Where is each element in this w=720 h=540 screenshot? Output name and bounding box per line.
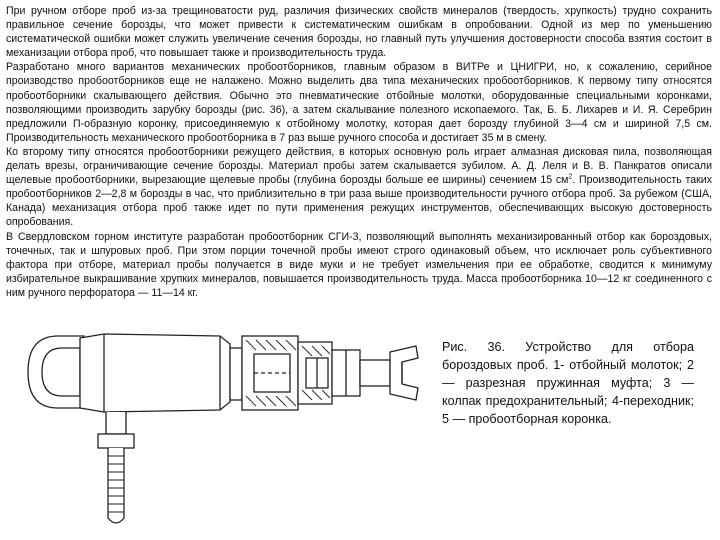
paragraph-4: В Свердловском горном институте разработан пробоотборник СГИ-3, позволяющий выполнять механизированный отбор как бороздовых, точечных, так и шпуровых проб. При этом порции точечной пробы имеют строго одинаковый объем, что исключает роль субъективного фактора при отборе, материал пробы получается в виде муки и не требует измельчения при ее обработке, сводится к минимуму избирательное выкрашивание хрупких минералов, повышается производительность труда. Масса пробоотборника 10—12 кг соединенного с ним ручного перфоратора — 11—14 кг. <box>6 230 712 299</box>
paragraph-3-tail: . Производительность таких пробоотборников 2—2,8 м борозды в час, что приблизительно в три раза выше производительности ручного отбора проб. За рубежом (США, Канада) механизация отбора проб также идет по пути применения режущих инструментов, обеспечивающих высокую достоверность опробования. <box>6 174 712 229</box>
hose-nut <box>98 434 134 448</box>
figure-caption <box>442 338 694 428</box>
paragraph-3 <box>6 145 712 230</box>
main-text <box>6 4 712 300</box>
bit-shank <box>360 360 390 386</box>
hose-neck <box>106 412 126 434</box>
paragraph-2: Разработано много вариантов механических пробоотборников, главным образом в ВИТРе и ЦНИГРИ, но, к сожалению, серийное производство пробоотборников еще не налажено. Можно выделить два типа механических пробоотборников. К первому типу относятся пробоотборники скалывающего действия. Обычно это пневматические отбойные молотки, оборудованные специальными коронками, позволяющими производить зарубку борозды (рис. 36), а затем скалывание полезного ископаемого. Так, Б. Б. Лихарев и И. Я. Серебрин предложили П-образную коронку, присоединяемую к отбойному молотку, которая дает борозду глубиной 3—4 см и шириной 7,5 см. Производительность механического пробоотборника в 7 раз выше ручного способа и достигает 35 м в смену. <box>6 61 712 144</box>
paragraph-1: При ручном отборе проб из-за трещиноватости руд, различия физических свойств минералов (твердость, хрупкость) трудно сохранить правильное сечение борозды, что может привести к систематическим ошибкам в опробовании. Одной из мер по уменьшению систематической ошибки может служить увеличение сечения борозды, но главный путь улучшения достоверности способа взятия состоит в механизации отбора проб, что повышает также и производительность труда. <box>6 5 712 60</box>
figure-caption-text: Рис. 36. Устройство для отбора бороздовых проб. 1- отбойный молоток; 2 — разрезная пружинная муфта; 3 — колпак предохранительный; 4-переходник; 5 — пробоотборная коронка. <box>442 340 694 426</box>
collar <box>230 348 242 400</box>
paragraph-3-text: Ко второму типу относятся пробоотборники режущего действия, в которых основную роль играет алмазная дисковая пила, позволяющая делать врезы, ограничивающие сечение борозды. Материал пробы затем скалывается зубилом. А. Д. Леля и В. В. Панкратов описали щелевые пробоотборники, вырезающие щелевые пробы (глубина борозды больше ее ширины) сечением 15 см <box>6 145 712 187</box>
hammer-body <box>80 334 230 412</box>
sampling-bit <box>390 346 418 400</box>
handle-inner <box>42 348 80 396</box>
superscript-2: 2 <box>568 173 573 181</box>
sampler-drawing <box>14 322 424 534</box>
